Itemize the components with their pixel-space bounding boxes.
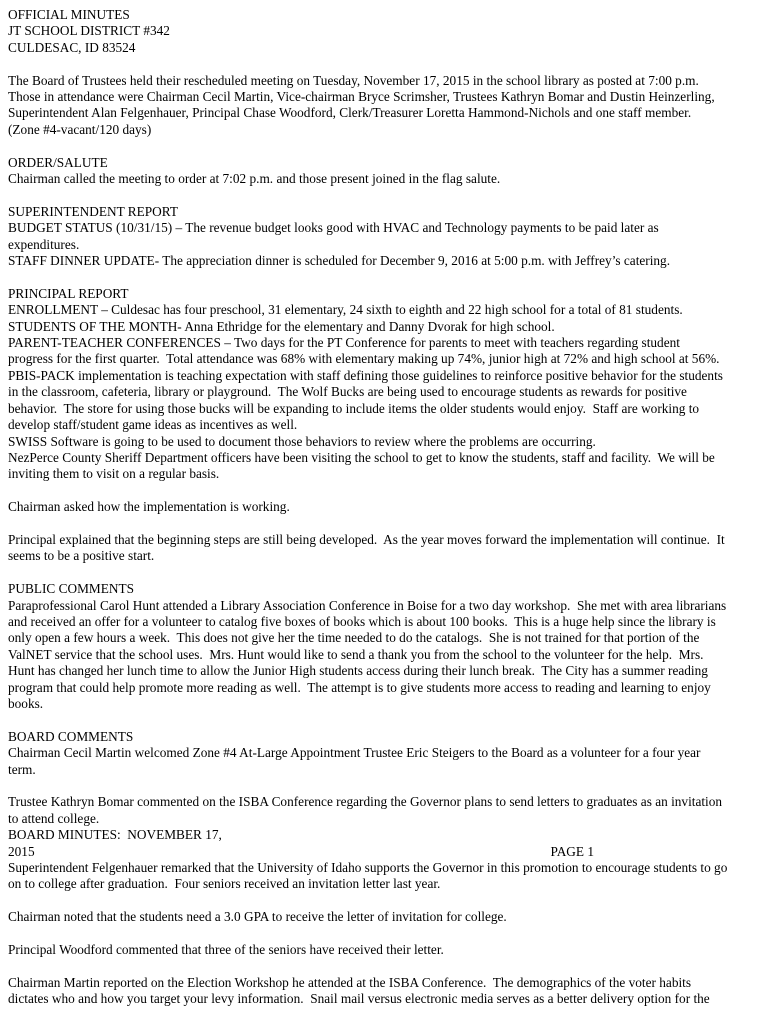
page-footer xyxy=(8,827,762,860)
section-heading: ORDER/SALUTE xyxy=(8,154,108,170)
section-heading: SUPERINTENDENT REPORT xyxy=(8,203,178,219)
footer-title: BOARD MINUTES: NOVEMBER 17, xyxy=(8,827,222,843)
principal-explanation-paragraph: Principal explained that the beginning steps are still being developed. As the year moves forward the implementation will continue. It seems to be a positive start. xyxy=(8,531,725,564)
bomar-comment-paragraph: Trustee Kathryn Bomar commented on the ISBA Conference regarding the Governor plans to send letters to graduates as an invitation to attend college. xyxy=(8,794,723,826)
header-block xyxy=(8,7,762,56)
section-heading: PUBLIC COMMENTS xyxy=(8,581,134,597)
district-address: CULDESAC, ID 83524 xyxy=(8,39,136,55)
section-heading: PRINCIPAL REPORT xyxy=(8,285,129,301)
gpa-note-paragraph: Chairman noted that the students need a 3.0 GPA to receive the letter of invitation for college. xyxy=(8,909,507,925)
doc-title: OFFICIAL MINUTES xyxy=(8,7,130,22)
public-comments-section: PUBLIC COMMENTS Paraprofessional Carol Hunt attended a Library Association Conference in Boise for a two day workshop. She met with area librarians and received an offer for a volunteer to catalog five boxes of books which is about 100 books. This is a huge help since the library is only open a few hours a week. This does not give her the time needed to do the catalogs. She is not trained for that portion of the ValNET service that the school uses. Mrs. Hunt would like to send a thank you from the school to the volunteer for the help. Mrs. Hunt has changed her lunch time to allow the Junior High students access during their lunch break. The City has a summer reading program that could help promote more reading as well. The attempt is to give students more access to reading and learning to enjoy books. xyxy=(8,581,762,712)
board-comments-section: BOARD COMMENTS Chairman Cecil Martin welcomed Zone #4 At-Large Appointment Trustee Eric Steigers to the Board as a volunteer for a four year term. xyxy=(8,729,762,778)
minutes-document xyxy=(8,7,762,1008)
intro-paragraph: The Board of Trustees held their rescheduled meeting on Tuesday, November 17, 2015 in the school library as posted at 7:00 p.m. Those in attendance were Chairman Cecil Martin, Vice-chairman Bryce Scrimsher, Trustees Kathryn Bomar and Dustin Heinzerling, Superintendent Alan Felgenhauer, Principal Chase Woodford, Clerk/Treasurer Loretta Hammond-Nichols and one staff member. (Zone #4-vacant/120 days) xyxy=(8,72,715,137)
superintendent-report-section: SUPERINTENDENT REPORT BUDGET STATUS (10/31/15) – The revenue budget looks good with HVAC and Technology payments to be paid later as expenditures. STAFF DINNER UPDATE- The appreciation dinner is scheduled for December 9, 2016 at 5:00 p.m. with Jeffrey’s catering. xyxy=(8,204,762,270)
woodford-comment-paragraph: Principal Woodford commented that three of the seniors have received their letter. xyxy=(8,941,444,957)
principal-report-section: PRINCIPAL REPORT ENROLLMENT – Culdesac has four preschool, 31 elementary, 24 sixth to eighth and 22 high school for a total of 81 students. STUDENTS OF THE MONTH- Anna Ethridge for the elementary and Danny Dvorak for high school. PARENT-TEACHER CONFERENCES – Two days for the PT Conference for parents to meet with teachers regarding student progress for the first quarter. Total attendance was 68% with elementary making up 74%, junior high at 72% and high school at 56%. PBIS-PACK implementation is teaching expectation with staff defining those guidelines to reinforce positive behavior for the students in the classroom, cafeteria, library or playground. The Wolf Bucks are being used to encourage students as rewards for positive behavior. The store for using those bucks will be expanding to include items the older students would enjoy. Staff are working to develop staff/student game ideas as incentives as well. SWISS Software is going to be used to document those behaviors to review where the problems are occurring. NezPerce County Sheriff Department officers have been visiting the school to get to know the students, staff and facility. We will be inviting them to visit on a regular basis. xyxy=(8,286,762,483)
election-workshop-paragraph: Chairman Martin reported on the Election Workshop he attended at the ISBA Conference. The demographics of the voter habits dictates who and how you target your levy information. Snail mail versus electronic media serves as a better delivery option for the xyxy=(8,974,710,1007)
felgenhauer-remark-paragraph: Superintendent Felgenhauer remarked that the University of Idaho supports the Governor in this promotion to encourage students to go on to college after graduation. Four seniors received an invitation letter last year. xyxy=(8,859,728,892)
page-number: PAGE 1 xyxy=(550,843,594,859)
district-name: JT SCHOOL DISTRICT #342 xyxy=(8,23,170,39)
section-heading: BOARD COMMENTS xyxy=(8,728,134,744)
order-salute-section: ORDER/SALUTE Chairman called the meeting to order at 7:02 p.m. and those present joined in the flag salute. xyxy=(8,155,762,188)
chairman-question-paragraph: Chairman asked how the implementation is working. xyxy=(8,499,290,515)
footer-year: 2015 xyxy=(8,843,35,859)
